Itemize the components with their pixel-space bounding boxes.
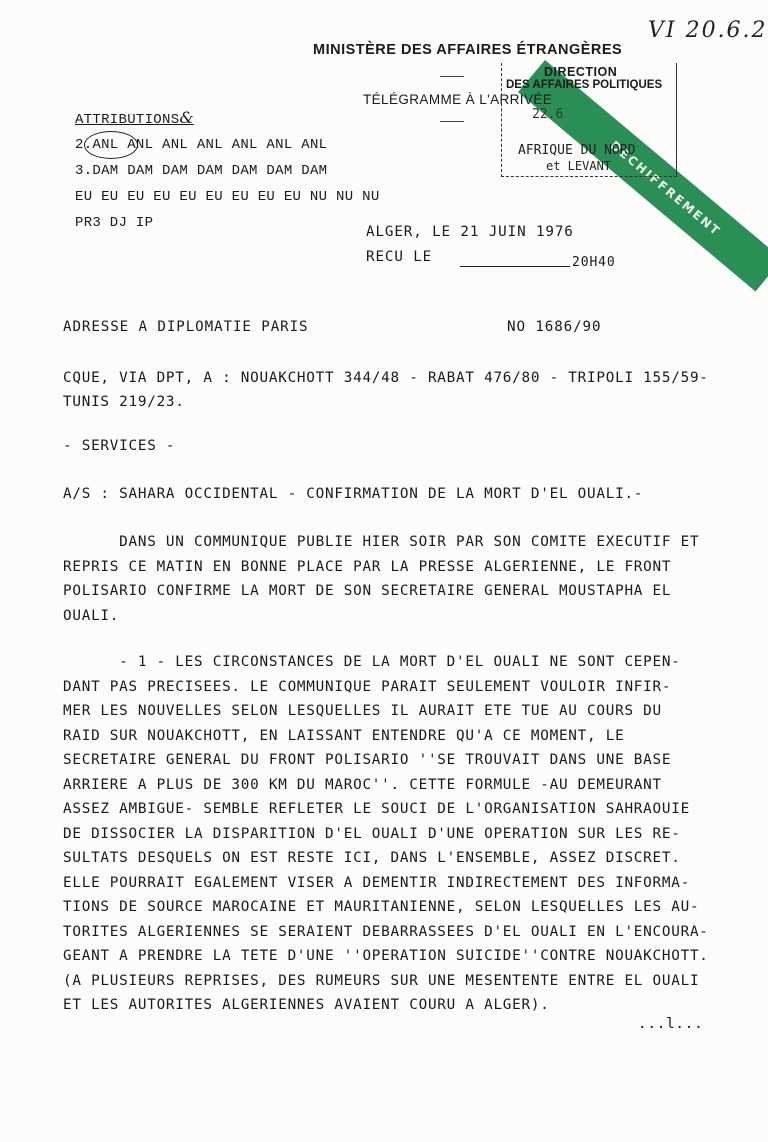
attribution-row: 2.ANL ANL ANL ANL ANL ANL ANL [75, 137, 328, 153]
text-line: ELLE POURRAIT EGALEMENT VISER A DEMENTIR INDIRECTEMENT DES INFORMA- [63, 874, 690, 891]
continuation-mark: ...l... [638, 1016, 704, 1032]
stamp-date: 22.6 [532, 107, 564, 122]
stamp-line: DIRECTION [544, 65, 618, 79]
text-line: SULTATS DESQUELS ON EST RESTE ICI, DANS L'ENSEMBLE, ASSEZ DISCRET. [63, 850, 681, 866]
text-line: GEANT A PRENDRE LA TETE D'UNE ''OPERATION SUICIDE''CONTRE NOUAKCHOTT. [63, 948, 709, 964]
copies-line: CQUE, VIA DPT, A : NOUAKCHOTT 344/48 - RABAT 476/80 - TRIPOLI 155/59- [63, 370, 709, 386]
text-line: MER LES NOUVELLES SELON LESQUELLES IL AURAIT ETE TUE AU COURS DU [63, 703, 662, 719]
circle-mark [84, 131, 138, 159]
paragraph-2 [63, 650, 709, 1018]
attribution-row: EU EU EU EU EU EU EU EU EU NU NU NU [75, 189, 380, 205]
text-line: DE DISSOCIER LA DISPARITION D'EL OUALI D'UNE OPERATION SUR LES RE- [63, 825, 681, 842]
text-line: POLISARIO CONFIRME LA MORT DE SON SECRETAIRE GENERAL MOUSTAPHA EL [63, 583, 672, 599]
text-line: TIONS DE SOURCE MAROCAINE ET MAURITANIENNE, SELON LESQUELLES LES AU- [63, 899, 700, 915]
ribbon-label: DECHIFFREMENT [607, 138, 724, 239]
ministry-title: MINISTÈRE DES AFFAIRES ÉTRANGÈRES [313, 42, 623, 58]
text-line: ASSEZ AMBIGUE- SEMBLE REFLETER LE SOUCI DE L'ORGANISATION SAHRAOUIE [63, 801, 690, 817]
stamp-line: et LEVANT [546, 159, 612, 173]
text-line: (A PLUSIEURS REPRISES, DES RUMEURS SUR UNE MESENTENTE ENTRE EL OUALI [63, 972, 700, 989]
stamp-line: DES AFFAIRES POLITIQUES [506, 79, 663, 91]
text-line: RAID SUR NOUAKCHOTT, EN LAISSANT ENTENDRE QU'A CE MOMENT, LE [63, 727, 625, 744]
handwritten-reference: VI 20.6.2 [648, 18, 768, 43]
text-line: OUALI. [63, 607, 120, 624]
divider [440, 121, 464, 122]
attributions-title: ATTRIBUTIONS& [75, 108, 194, 128]
text-line: DANT PAS PRECISEES. LE COMMUNIQUE PARAIT SEULEMENT VOULOIR INFIR- [63, 678, 672, 695]
text-line: DANS UN COMMUNIQUE PUBLIE HIER SOIR PAR SON COMITE EXECUTIF ET [63, 534, 700, 550]
stamp-line: AFRIQUE DU NORD [518, 143, 636, 158]
paragraph-1 [63, 530, 699, 628]
text-line: ET LES AUTORITES ALGERIENNES AVAIENT COURU A ALGER). [63, 997, 550, 1013]
attribution-row: 3.DAM DAM DAM DAM DAM DAM DAM [75, 163, 328, 179]
receipt-stamp [501, 63, 677, 177]
text-line: - 1 - LES CIRCONSTANCES DE LA MORT D'EL OUALI NE SONT CEPEN- [63, 654, 681, 670]
attribution-row: PR3 DJ IP [75, 215, 154, 231]
text-line: SECRETAIRE GENERAL DU FRONT POLISARIO ''SE TROUVAIT DANS UNE BASE [63, 752, 672, 768]
telegram-number: NO 1686/90 [507, 319, 602, 335]
address-to: ADRESSE A DIPLOMATIE PARIS [63, 319, 309, 335]
services-heading: - SERVICES - [63, 438, 176, 454]
text-line: ARRIERE A PLUS DE 300 KM DU MAROC''. CETTE FORMULE -AU DEMEURANT [63, 776, 662, 793]
received-time: 20H40 [572, 255, 616, 270]
telegram-type: TÉLÉGRAMME À L'ARRIVÉE [363, 92, 553, 107]
place-date: ALGER, LE 21 JUIN 1976 [366, 224, 574, 240]
copies-line: TUNIS 219/23. [63, 394, 185, 410]
subject-line: A/S : SAHARA OCCIDENTAL - CONFIRMATION DE LA MORT D'EL OUALI.- [63, 486, 644, 502]
received-label: RECU LE [366, 249, 433, 265]
text-line: REPRIS CE MATIN EN BONNE PLACE PAR LA PRESSE ALGERIENNE, LE FRONT [63, 558, 672, 575]
text-line: TORITES ALGERIENNES SE SERAIENT DEBARRASSEES D'EL OUALI EN L'ENCOURA- [63, 923, 709, 940]
received-date-line [460, 266, 570, 267]
divider [440, 76, 464, 77]
